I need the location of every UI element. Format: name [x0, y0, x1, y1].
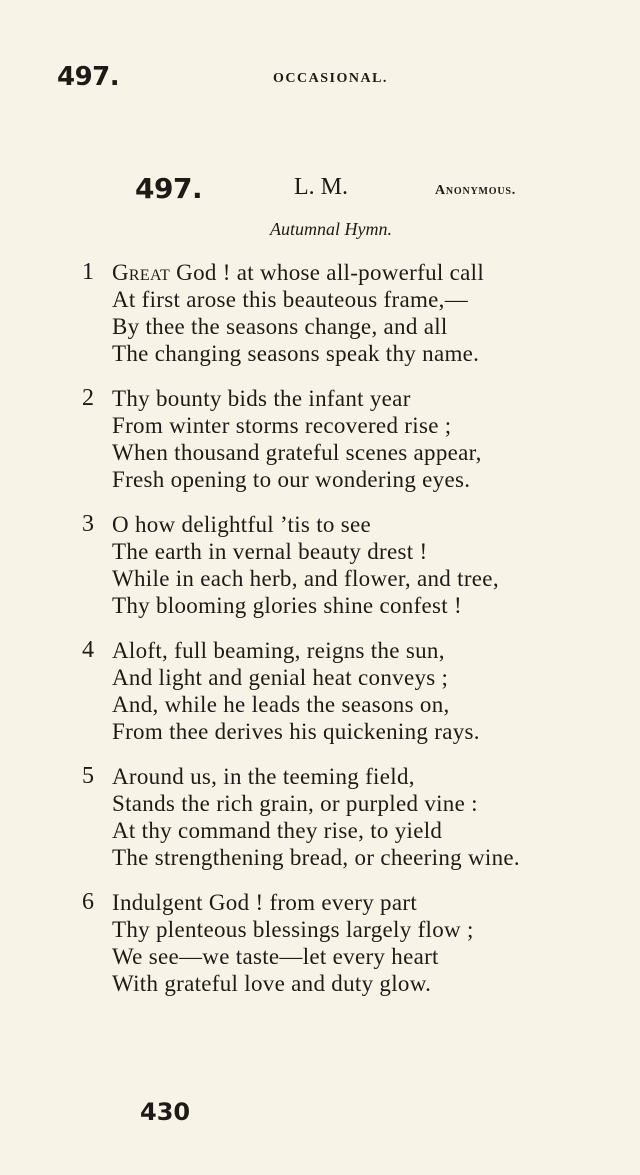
stanza-1 — [0, 259, 640, 367]
stanza-line: And, while he leads the seasons on, — [112, 692, 450, 717]
stanza-line: O how delightful ’tis to see — [112, 512, 372, 537]
stanza-number: 4 — [82, 637, 94, 663]
stanza-line: While in each herb, and flower, and tree, — [112, 566, 499, 591]
stanza-line: With grateful love and duty glow. — [112, 971, 432, 996]
stanza-line: Thy bounty bids the infant year — [112, 386, 411, 411]
stanza-line: Thy plenteous blessings largely flow ; — [112, 917, 474, 942]
stanza-line: At first arose this beauteous frame,— — [112, 287, 468, 312]
stanza-number: 2 — [82, 385, 94, 411]
stanza-line: From winter storms recovered rise ; — [112, 413, 452, 438]
stanza-line: The strengthening bread, or cheering wine. — [112, 845, 520, 870]
stanza-5 — [0, 763, 640, 871]
stanza-line: We see—we taste—let every heart — [112, 944, 439, 969]
stanza-number: 3 — [82, 511, 94, 537]
stanza-2 — [0, 385, 640, 493]
stanza-line — [112, 259, 640, 286]
stanza-line: The earth in vernal beauty drest ! — [112, 539, 428, 564]
stanza-first-word: Great — [112, 260, 171, 285]
running-head-hymn-number: 497. — [57, 62, 120, 92]
page-number: 430 — [140, 1098, 191, 1126]
stanza-line: Stands the rich grain, or purpled vine : — [112, 791, 478, 816]
stanza-3 — [0, 511, 640, 619]
hymn-heading — [0, 172, 640, 208]
stanza-line: By thee the seasons change, and all — [112, 314, 448, 339]
hymn-number: 497. — [135, 172, 203, 205]
stanza-line-text: God ! at whose all-powerful call — [170, 260, 485, 285]
running-head — [0, 62, 640, 92]
stanza-line: And light and genial heat conveys ; — [112, 665, 449, 690]
stanza-number: 5 — [82, 763, 94, 789]
stanza-line: Indulgent God ! from every part — [112, 890, 418, 915]
running-head-section-title: OCCASIONAL. — [273, 71, 388, 86]
hymn-author: Anonymous. — [435, 183, 517, 198]
stanza-4 — [0, 637, 640, 745]
stanza-line: Aloft, full beaming, reigns the sun, — [112, 638, 445, 663]
stanza-line: When thousand grateful scenes appear, — [112, 440, 482, 465]
stanza-line: Fresh opening to our wondering eyes. — [112, 467, 471, 492]
stanza-list — [0, 259, 640, 1015]
stanza-number: 6 — [82, 889, 94, 915]
stanza-line: Around us, in the teeming field, — [112, 764, 415, 789]
hymn-meter: L. M. — [294, 174, 348, 200]
stanza-line: The changing seasons speak thy name. — [112, 341, 480, 366]
stanza-line: At thy command they rise, to yield — [112, 818, 443, 843]
stanza-line: From thee derives his quickening rays. — [112, 719, 480, 744]
hymn-subtitle: Autumnal Hymn. — [270, 219, 392, 239]
stanza-line: Thy blooming glories shine confest ! — [112, 593, 462, 618]
stanza-number: 1 — [82, 259, 94, 285]
stanza-6 — [0, 889, 640, 997]
